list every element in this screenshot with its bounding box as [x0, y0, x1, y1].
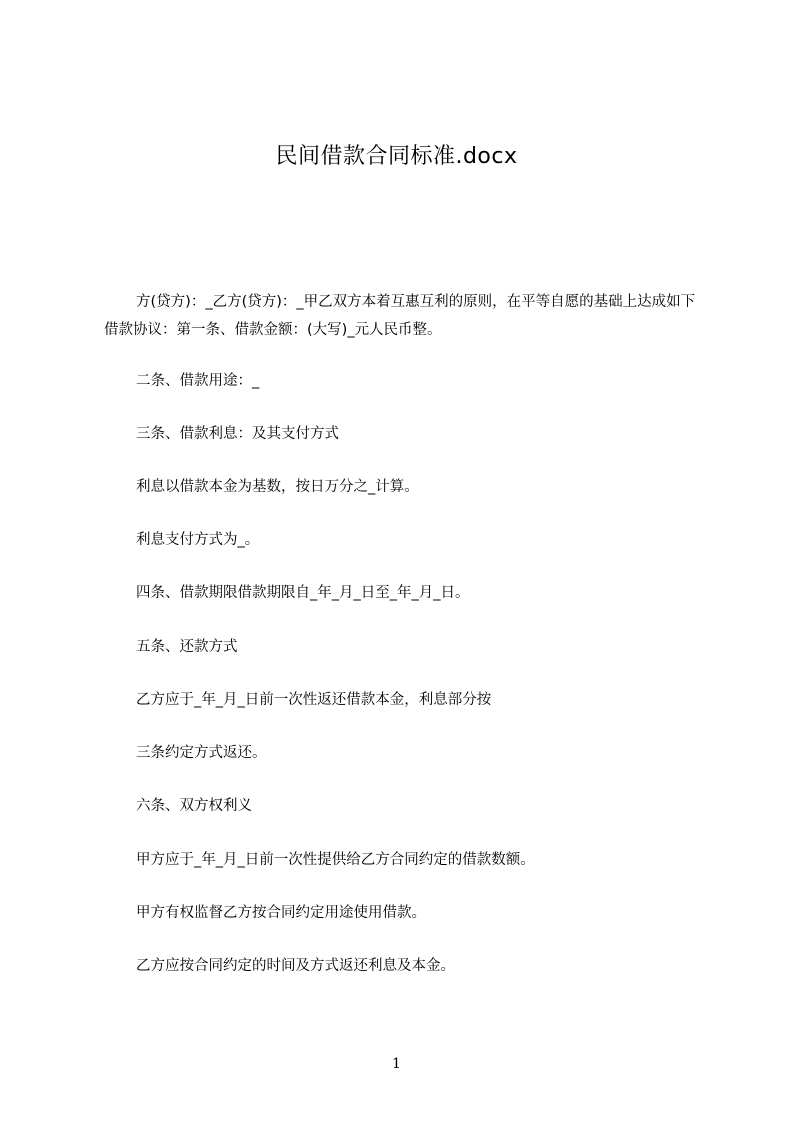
paragraph-borrower-duty: 乙方应按合同约定的时间及方式返还利息及本金。 — [136, 958, 455, 974]
paragraph-lender-duty: 甲方应于_年_月_日前一次性提供给乙方合同约定的借款数额。 — [136, 852, 535, 868]
page-number: 1 — [392, 1056, 401, 1072]
paragraph-article-4: 四条、借款期限借款期限自_年_月_日至_年_月_日。 — [136, 585, 470, 601]
document-title: 民间借款合同标准.docx — [275, 144, 518, 169]
paragraph-interest-rate: 利息以借款本金为基数，按日万分之_计算。 — [136, 479, 419, 495]
paragraph-article-6: 六条、双方权利义 — [136, 798, 252, 814]
paragraph-article-2: 二条、借款用途：_ — [136, 373, 260, 389]
paragraph-repayment: 乙方应于_年_月_日前一次性返还借款本金，利息部分按 — [136, 692, 492, 708]
paragraph-interest-payment: 利息支付方式为_。 — [136, 532, 260, 548]
paragraph-article-5: 五条、还款方式 — [136, 639, 238, 655]
paragraph-intro: 方(贷方)：_乙方(贷方)：_甲乙双方本着互惠互利的原则，在平等自愿的基础上达成如下借款协议：第一条、借款金额：(大写)_元人民币整。 — [104, 294, 696, 338]
paragraph-article-3: 三条、借款利息：及其支付方式 — [136, 426, 339, 442]
paragraph-repayment-cont: 三条约定方式返还。 — [136, 745, 267, 761]
paragraph-lender-right: 甲方有权监督乙方按合同约定用途使用借款。 — [136, 905, 426, 921]
